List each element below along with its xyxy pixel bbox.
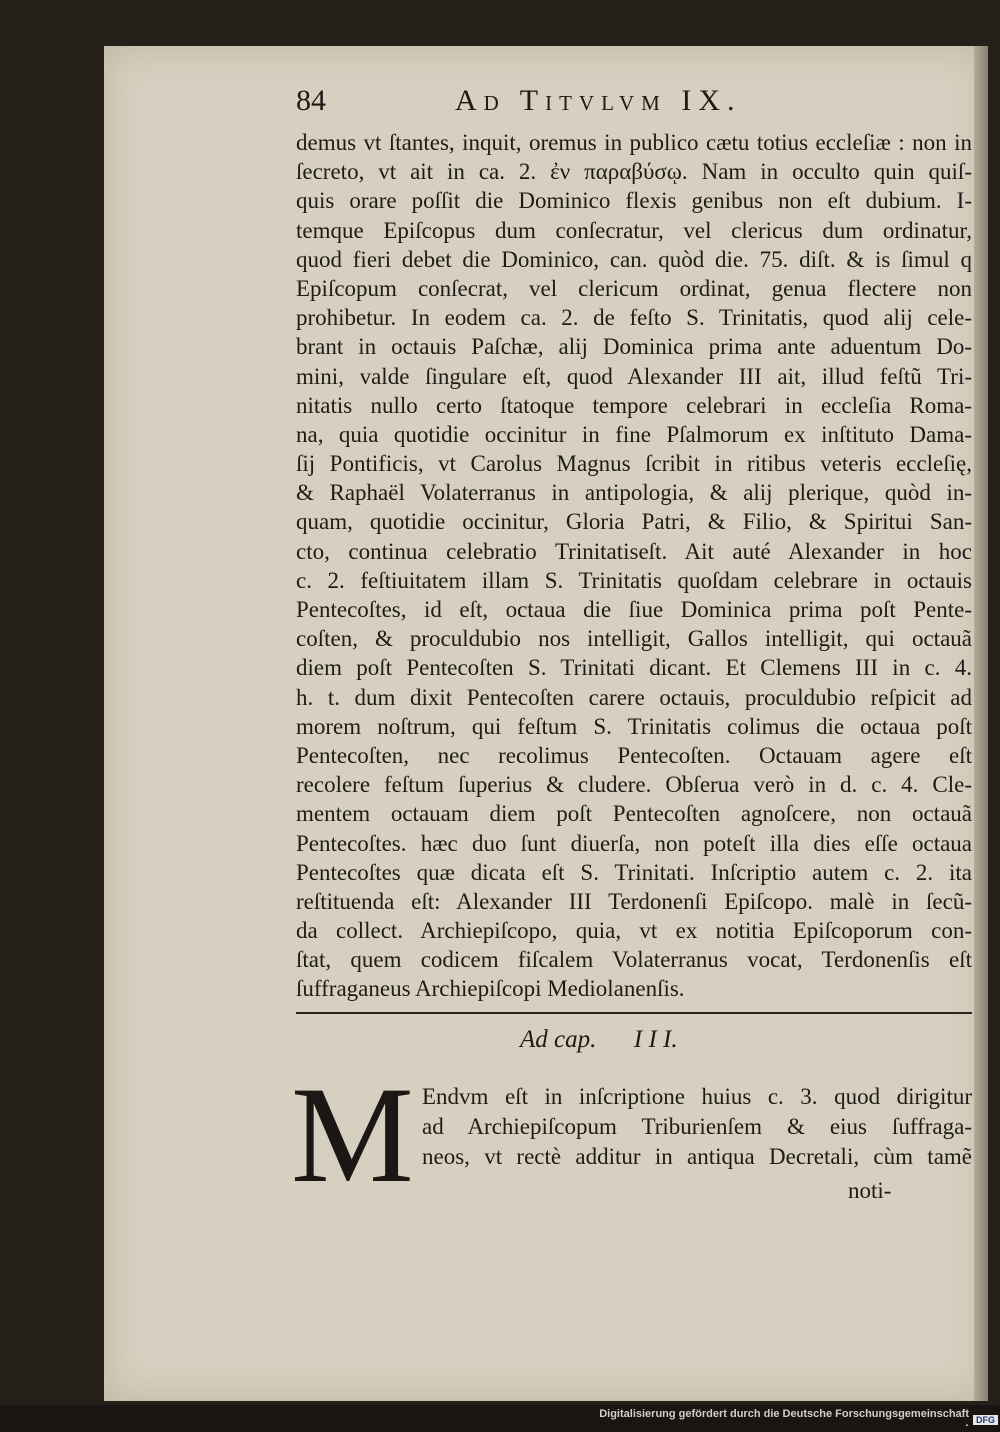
page-edge (974, 46, 988, 1401)
text-line: brant in octauis Paſchæ, alij Dominica prima ante aduentum Do- (296, 334, 972, 360)
text-line: c. 2. feſtiuitatem illam S. Trinitatis quoſdam celebrare in octauis (296, 567, 972, 593)
body-text (296, 128, 972, 1004)
catchword: noti- (848, 1178, 892, 1203)
text-line: Pentecoſtes. hæc duo ſunt diuerſa, non poteſt illa dies eſſe octaua (296, 830, 972, 856)
chapter-text (422, 1082, 972, 1172)
section-rule (296, 1012, 972, 1014)
text-line: cto, continua celebratio Trinitatiseſt. Ait auté Alexander in hoc (296, 538, 972, 564)
text-line: h. t. dum dixit Pentecoſten carere octauis, proculdubio reſpicit ad (296, 684, 972, 710)
text-line: recolere feſtum ſuperius & cludere. Obſerua verò in d. c. 4. Cle- (296, 772, 972, 798)
text-line: quis orare poſſit die Dominico flexis genibus non eſt dubium. I- (296, 188, 972, 214)
text-line: quam, quotidie occinitur, Gloria Patri, & Filio, & Spiritui San- (296, 509, 972, 535)
text-line: mini, valde ſingulare eſt, quod Alexander III ait, illud feſtũ Tri- (296, 363, 972, 389)
text-line: & Raphaël Volaterranus in antipologia, & alij plerique, quòd in- (296, 480, 972, 506)
text-line: Pentecoſten, nec recolimus Pentecoſten. Octauam agere eſt (296, 742, 972, 768)
text-line: diem poſt Pentecoſten S. Trinitati dicant. Et Clemens III in c. 4. (296, 655, 972, 681)
page-number: 84 (296, 84, 326, 117)
text-line: morem noſtrum, qui feſtum S. Trinitatis colimus die octaua poſt (296, 713, 972, 739)
text-line: neos, vt rectè additur in antiqua Decretali, cùm tamẽ (422, 1144, 972, 1169)
text-line: prohibetur. In eodem ca. 2. de feſto S. Trinitatis, quod alij cele- (296, 305, 972, 331)
text-line: da collect. Archiepiſcopo, quia, vt ex notitia Epiſcoporum con- (296, 918, 972, 944)
section-heading: Ad cap. I I I. (520, 1026, 678, 1053)
text-line: Endvm eſt in inſcriptione huius c. 3. quod dirigitur (422, 1084, 972, 1109)
text-line: Pentecoſtes, id eſt, octaua die ſiue Dominica prima poſt Pente- (296, 597, 972, 622)
text-line: temque Epiſcopus dum conſecratur, vel clericus dum ordinatur, (296, 217, 972, 243)
text-line: coſten, & proculdubio nos intelligit, Gallos intelligit, qui octauã (296, 626, 972, 652)
running-head: Ad Titvlvm IX. (455, 84, 742, 117)
text-line: reſtituenda eſt: Alexander III Terdonenſi Epiſcopo. malè in ſecũ- (296, 888, 972, 914)
text-line: ſecreto, vt ait in ca. 2. ἐν παραβύσῳ. Nam in occulto quin quiſ- (296, 159, 972, 185)
text-line: na, quia quotidie occinitur in fine Pſalmorum ex inſtituto Dama- (296, 421, 972, 447)
text-line: quod fieri debet die Dominico, can. quòd die. 75. diſt. & is ſimul q (296, 246, 972, 272)
text-line: ſtat, quem codicem fiſcalem Volaterranus vocat, Terdonenſis eſt (296, 947, 972, 973)
text-line: Pentecoſtes quæ dicata eſt S. Trinitati. Inſcriptio autem c. 2. ita (296, 859, 972, 885)
text-line: ad Archiepiſcopum Triburienſem & eius ſuffraga- (422, 1114, 972, 1139)
text-line: ſuffraganeus Archiepiſcopi Mediolanenſis. (296, 976, 685, 1002)
text-line: Epiſcopum conſecrat, vel clericum ordinat, genua flectere non (296, 275, 972, 301)
digitization-credit[interactable] (598, 1408, 998, 1432)
text-line: demus vt ſtantes, inquit, oremus in publico cætu totius eccleſiæ : non in (296, 130, 972, 155)
drop-cap: M (291, 1058, 414, 1211)
dfg-logo-icon: DFG (973, 1415, 998, 1425)
text-line: nitatis nullo certo ſtatoque tempore celebrari in eccleſia Roma- (296, 392, 972, 418)
text-line: ſij Pontificis, vt Carolus Magnus ſcribit in ritibus veteris eccleſię, (296, 451, 972, 477)
credit-text: Digitalisierung gefördert durch die Deutsche Forschungsgemeinschaft · (599, 1408, 969, 1432)
text-line: mentem octauam diem poſt Pentecoſten agnoſcere, non octauã (296, 801, 972, 827)
